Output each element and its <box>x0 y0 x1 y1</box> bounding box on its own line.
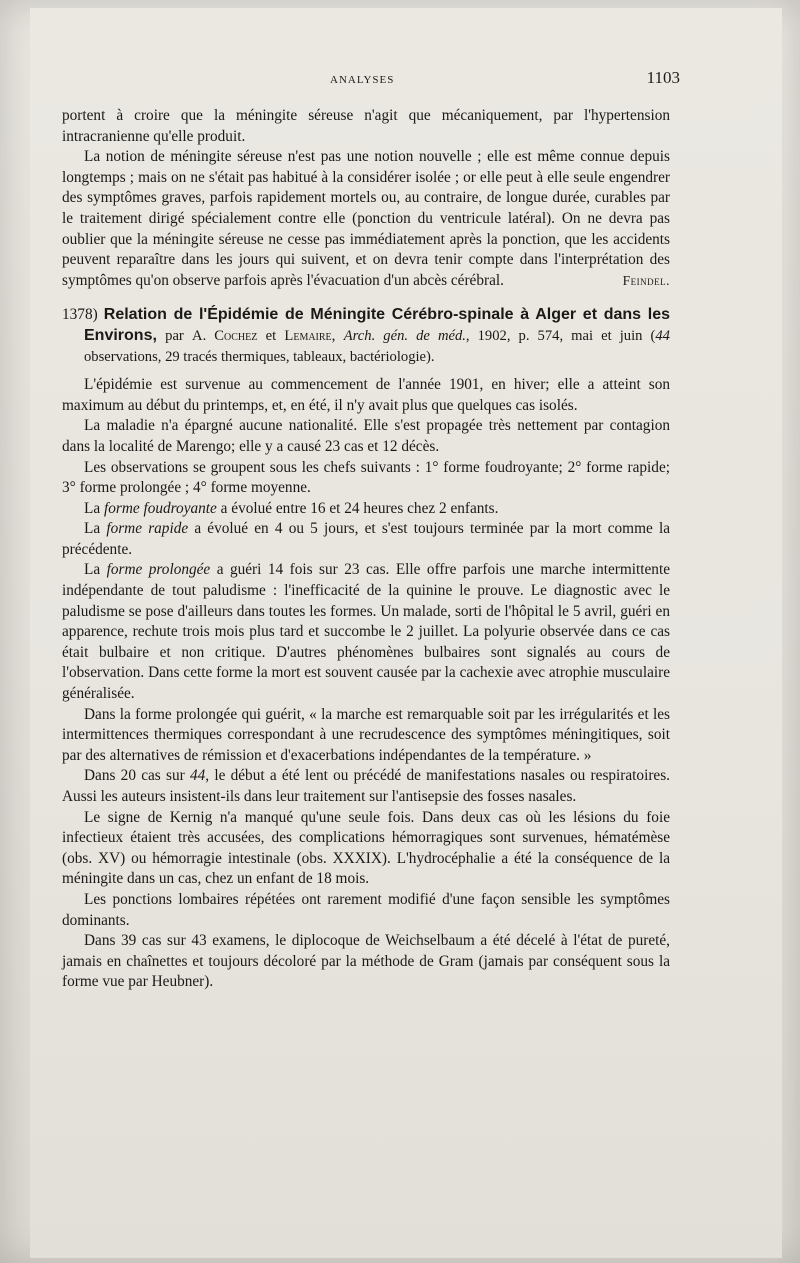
paragraph-6 <box>62 560 670 704</box>
p4-post: a évolué entre 16 et 24 heures chez 2 enfants. <box>216 499 499 517</box>
running-head <box>60 68 680 90</box>
article-by: par <box>165 327 184 344</box>
p6-post: a guéri 14 fois sur 23 cas. Elle offre parfois une marche intermittente indépendante de tout paludisme : l'inefficacité de la quinine le prouve. Le diagnostic avec le paludisme se pose d'ailleurs dans toutes les formes. Un malade, sorti de l'hôpital le 5 avril, guéri en apparence, rechute trois mois plus tard et succombe le 2 juillet. La polyurie observée dans ce cas était bulbaire et non critique. D'autres phénomènes bulbaires sont signalés au cours de l'observation. Dans cette forme la mort est souvent causée par la cachexie avec atrophie musculaire généralisée. <box>62 561 670 703</box>
paragraph-3: Les observations se groupent sous les chefs suivants : 1° forme foudroyante; 2° forme rapide; 3° forme prolongée ; 4° forme moyenne. <box>62 458 670 497</box>
p4-emphasis: forme foudroyante <box>103 499 217 517</box>
running-title: ANALYSES <box>330 74 395 86</box>
paragraph-1: L'épidémie est survenue au commencement de l'année 1901, en hiver; elle a atteint son maximum au début du printemps, et, en été, il n'y avait plus que quelques cas isolés. <box>62 376 670 414</box>
p8-post: , le début a été lent ou précédé de manifestations nasales ou respiratoires. Aussi les auteurs insistent-ils dans leur traitement sur l'antisepsie des fosses nasales. <box>62 767 670 805</box>
paragraph-10: Les ponctions lombaires répétées ont rarement modifié d'une façon sensible les symptômes dominants. <box>62 890 670 929</box>
paragraph-9: Le signe de Kernig n'a manqué qu'une seule fois. Dans deux cas où les lésions du foie infectieux étaient très accusées, des complications hémorragiques sont survenues, hématémèse (obs. XV) ou hémorragie intestinale (obs. XXXIX). L'hydrocéphalie a été la conséquence de la méningite dans un cas, chez un enfant de 18 mois. <box>62 808 670 888</box>
article-author-2: Lemaire <box>284 327 332 344</box>
article-and: et <box>265 327 277 344</box>
p8-pre: Dans 20 cas sur <box>84 767 190 785</box>
prev-article-continuation: portent à croire que la méningite séreuse n'agit que mécaniquement, par l'hypertension intracranienne qu'elle produit. <box>62 107 670 145</box>
p8-emphasis: 44 <box>189 767 206 785</box>
paragraph-4 <box>62 499 670 520</box>
page-number: 1103 <box>646 68 680 87</box>
spacer <box>62 367 670 375</box>
p5-post: a évolué en 4 ou 5 jours, et s'est toujours terminée par la mort comme la précédente. <box>62 520 670 558</box>
paragraph-2: La maladie n'a épargné aucune nationalité. Elle s'est propagée très nettement par contagion dans la localité de Marengo; elle y a causé 23 cas et 12 décès. <box>62 417 670 455</box>
page-body <box>62 106 670 993</box>
p6-pre: La <box>84 561 107 579</box>
p6-emphasis: forme prolongée <box>106 561 211 579</box>
paragraph-7: Dans la forme prolongée qui guérit, « la marche est remarquable soit par les irrégularités et les intermittences thermiques correspondant à une recrudescence des symptômes méningitiques, soit par des alternatives de rémission et d'exacerbations indépendantes de la température. » <box>62 705 670 764</box>
article-number: 1378) <box>62 306 98 324</box>
article-journal: Arch. gén. de méd. <box>343 327 466 344</box>
prev-article-paragraph: La notion de méningite séreuse n'est pas une notion nouvelle ; elle est même connue depuis longtemps ; mais on ne s'était pas habitué à la considérer isolée ; or elle peut à elle seule engendrer des symptômes graves, parfois rapidement mortels ou, au contraire, de longue durée, curables par le traitement dirigé spécialement contre elle (ponction du ventricule latéral). On ne devra pas oublier que la méningite séreuse ne cesse pas immédiatement après la ponction, que les accidents peuvent reparaître dans les jours qui suivent, et on devra tenir compte dans l'interprétation des symptômes qu'on observe parfois après l'évacuation d'un abcès cérébral. <box>62 148 670 289</box>
p4-pre: La <box>84 499 104 517</box>
p5-emphasis: forme rapide <box>106 520 189 538</box>
paragraph-11: Dans 39 cas sur 43 examens, le diplocoque de Weichselbaum a été décelé à l'état de pureté, jamais en chaînettes et toujours décoloré par la méthode de Gram (jamais par conséquent sous la forme vue par Heubner). <box>62 932 670 991</box>
article-heading: 1378) Relation de l'Épidémie de Méningite Cérébro-spinale à Alger et dans les Environs, par A. Cochez et Lemaire, Arch. gén. de méd., 1902, p. 574, mai et juin (44 observations, 29 tracés thermiques, tableaux, bactériologie). <box>62 306 670 365</box>
article-title: Relation de l'Épidémie de Méningite Cérébro-spinale à Alger et dans les Environs, <box>84 306 670 344</box>
signature: Feindel. <box>622 272 670 288</box>
article-citation-end: observations, 29 tracés thermiques, tableaux, bactériologie). <box>84 348 435 365</box>
article-citation: , 1902, p. 574, mai et juin ( <box>465 327 656 344</box>
article-author-1: A. Cochez <box>192 327 258 344</box>
p5-pre: La <box>84 520 107 538</box>
paragraph-5 <box>62 519 670 560</box>
paragraph-8 <box>62 766 670 807</box>
article-obs-count: 44 <box>655 327 670 344</box>
